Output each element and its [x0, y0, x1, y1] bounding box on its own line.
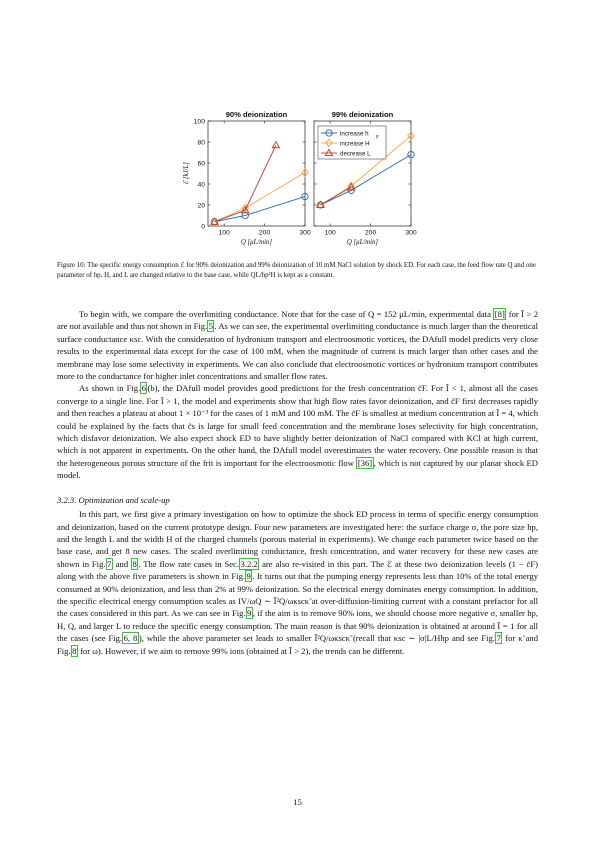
- series-line: [320, 187, 351, 205]
- page-number: 15: [293, 797, 302, 807]
- y-tick-label: 100: [193, 118, 205, 126]
- paragraph-overlimiting-conductance: [57, 308, 538, 382]
- series-line: [214, 145, 275, 222]
- figure-link[interactable]: 5: [208, 321, 213, 332]
- axes-frame: [208, 121, 305, 226]
- text-span: . As we can see, the experimental overlimiting conductance is much larger than the theoretical surface conductance κsc. With the consideration of hydronium transport and electroosmotic vortices, the DAfull model predicts very close results to the experimental data except for the case of 100 mM, when the magnitude of current is much larger than other cases and the membrane may lose some selectivity in experiments. We can also conclude that electroosmotic vortices or hydronium transport contributes more to the conductance for higher inlet concentrations and smaller flow rates.: [57, 321, 538, 382]
- chart-title: 90% deionization: [225, 110, 288, 119]
- text-span: (b), the DAfull model provides good predictions for the fresh concentration c̃F. For Ĩ < 1, almost all the cases converge to a single line. For Ĩ > 1, the model and experiments show that high flow rates favor deionization, and c̃F first decreases rapidly and then reaches a plateau at about 1 × 10⁻³ for the cases of 1 mM and 100 mM. The c̃F is smallest at medium concentration at Ĩ = 4, which could be explained by the facts that c̃s is large for small feed concentration and the membrane loses selectivity for high concentration, which disfavor deionization. We also expect shock ED to have slightly better deionization of NaCl compared with KCl at high current, which is not apparent in experiments. On the other hand, the DAfull model overestimates the water recovery. One possible reason is that the heterogeneous porous structure of the frit is important for the electroosmotic flow: [57, 383, 539, 468]
- figure-link[interactable]: 6: [141, 383, 146, 394]
- figure-caption: Figure 10: The specific energy consumption ℰ for 90% deionization and 99% deionization of 10 mM NaCl solution by shock ED. For each case, the feed flow rate Q and one parameter of hp, H, and L are changed relative to the base case, while QL/hp²H is kept as a constant.: [57, 262, 536, 279]
- text-span: To begin with, we compare the overlimiting conductance. Note that for the case of Q = 152 μL/min, experimental data: [79, 309, 494, 319]
- x-tick-label: 100: [324, 229, 336, 237]
- text-span: ), while the above parameter set leads to smaller Ĩ²Q/ωκscκ̃ (recall that κsc ∼ |σ|L/Hhp and see Fig.: [138, 633, 495, 644]
- chart-title: 99% deionization: [331, 110, 394, 119]
- paragraph-fresh-concentration: [57, 382, 538, 481]
- x-axis-label: Q [μL/min]: [240, 239, 273, 246]
- section-heading: 3.2.3. Optimization and scale-up: [57, 494, 170, 505]
- legend-label: decrease L: [340, 150, 371, 158]
- legend-subscript: p: [376, 133, 379, 139]
- body-text: [57, 308, 538, 657]
- section-link[interactable]: 3.2.2: [240, 558, 258, 569]
- y-tick-label: 60: [197, 160, 205, 168]
- citation-link[interactable]: [36]: [357, 457, 373, 468]
- text-span: for κ̃ and Fig.: [57, 633, 538, 656]
- text-span: are also re-visited in this part. The ℰ at these two deionization levels (1 − c̃F) along with the above five parameters is shown in Fig.: [57, 558, 538, 582]
- x-tick-label: 100: [218, 229, 230, 237]
- text-span: for ω). However, if we aim to remove 99% ions (obtained at Ĩ > 2), the trends can be different.: [77, 645, 405, 656]
- text-span: , if the aim is to remove 90% ions, we should choose more negative σ, smaller hp, H, Q, and larger L to reduce the specific energy consumption. The main reason is that 90% deionization is obtained at around Ĩ = 1 for all the cases (see Fig.: [57, 608, 538, 644]
- figure-link[interactable]: 8: [72, 645, 77, 656]
- figure-10: [150, 100, 450, 250]
- x-tick-label: 300: [299, 229, 311, 237]
- figure-link[interactable]: 7: [496, 633, 501, 644]
- figure-link[interactable]: 9: [246, 571, 251, 582]
- text-span: As shown in Fig.: [79, 383, 141, 394]
- y-axis-label: ℰ [kJ/L]: [183, 162, 190, 185]
- text-span: , which is not captured by our planar shock ED model.: [57, 457, 539, 481]
- x-axis-label: Q [μL/min]: [346, 239, 379, 246]
- series-line: [214, 197, 305, 222]
- text-span: . It turns out that the pumping energy represents less than 10% of the total energy consumed at 90% deionization, and less than 2% at 99% deionization. So the electrical energy dominates energy consumption. In addition, the specific electrical energy consumption scales as IV/ωQ ∼ Ĩ²Q/ωκscκ̃ at over-diffusion-limiting current with a constant prefactor for all the cases considered in this part. As we can see in Fig.: [57, 571, 539, 619]
- figure-link[interactable]: 8: [132, 558, 137, 569]
- figure-link[interactable]: 9: [247, 608, 252, 619]
- energy-consumption-chart: [150, 100, 450, 250]
- y-tick-label: 20: [197, 202, 205, 210]
- y-tick-label: 40: [197, 181, 205, 189]
- text-span: . The flow rate cases in Sec.: [138, 558, 240, 569]
- text-span: In this part, we first give a primary investigation on how to optimize the shock ED process in terms of specific energy consumption and deionization, based on the current prototype design. Four new parameters are investigated here: the surface charge σ, the pore size hp, and the length L and the width H of the charged channels (porous material in experiments). We change each parameter twice based on the base case, and get 8 new cases. The scaled overlimiting conductance, fresh concentration, and water recovery for these new cases are shown in Fig.: [57, 509, 538, 569]
- y-tick-label: 0: [201, 223, 205, 231]
- citation-link[interactable]: [8]: [494, 309, 505, 319]
- figure-link[interactable]: 7: [107, 558, 112, 569]
- x-tick-label: 200: [258, 229, 271, 237]
- x-tick-label: 300: [405, 229, 417, 237]
- figure-link[interactable]: 6, 8: [123, 633, 138, 644]
- data-point: [272, 142, 279, 148]
- text-span: for Ĩ > 2 are not available and thus not shown in Fig.: [57, 309, 538, 332]
- x-tick-label: 200: [364, 229, 377, 237]
- y-tick-label: 80: [197, 139, 205, 147]
- paragraph-optimization: [57, 508, 538, 657]
- legend-label: increase h: [340, 130, 369, 138]
- legend-label: increase H: [340, 140, 370, 148]
- text-span: and: [112, 558, 132, 569]
